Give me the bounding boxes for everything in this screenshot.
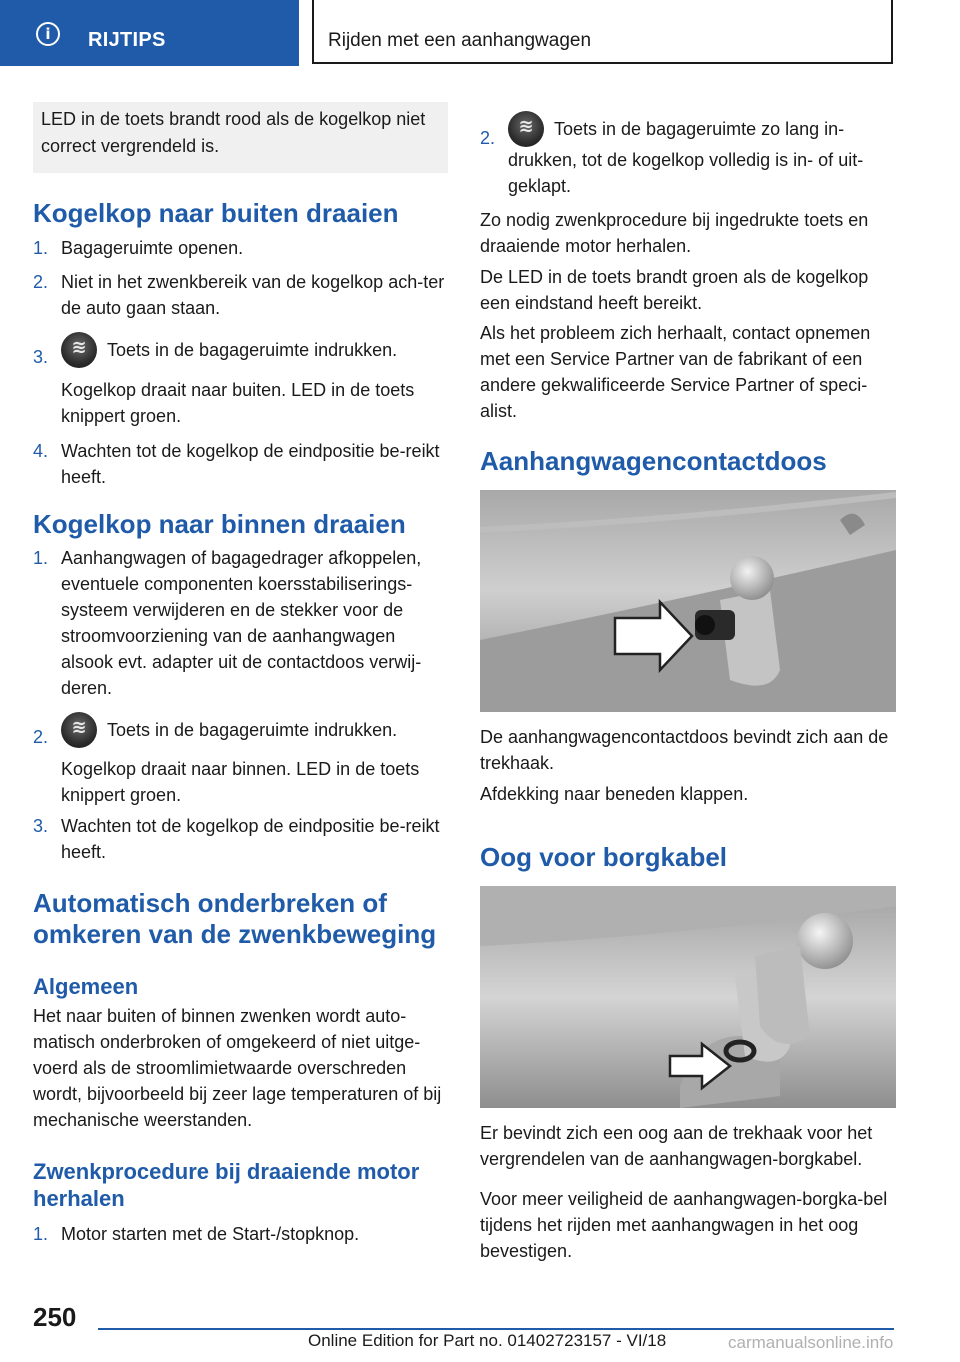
section-label: RIJTIPS: [88, 29, 166, 51]
note-text: LED in de toets brandt rood als de kogelkop niet correct vergrendeld is.: [41, 109, 426, 156]
step-text: Bagageruimte openen.: [61, 238, 244, 258]
heading-in: Kogelkop naar binnen draaien: [33, 509, 406, 539]
step-number: 2.: [33, 272, 49, 292]
paragraph: Zo nodig zwenkprocedure bij ingedrukte toets en draaiende motor herhalen.: [480, 210, 869, 256]
step-text: Aanhangwagen of bagagedrager afkoppelen, eventuele componenten koersstabiliserings-systeem verwijderen en de stekker voor de stroomvoorziening van de aanhangwagen alsook evt. adapter uit de contactdoos verwij-deren.: [61, 548, 422, 698]
step-text: Toets in de bagageruimte zo lang in-drukken, tot de kogelkop volledig is in- of uit-geklapt.: [508, 119, 864, 196]
heading-repeat: Zwenkprocedure bij draaiende motor herhalen: [33, 1159, 420, 1211]
step-number: 2.: [480, 128, 496, 148]
edition-text: Online Edition for Part no. 01402723157 - VI/18: [308, 1331, 667, 1350]
tow-hook-button-icon: [61, 332, 97, 368]
step-sub-text: Kogelkop draait naar buiten. LED in de toets knippert groen.: [61, 380, 415, 426]
step-text: Toets in de bagageruimte indrukken.: [107, 340, 398, 360]
heading-auto: Automatisch onderbreken of omkeren van de zwenkbeweging: [33, 888, 437, 949]
eye-illustration: [480, 886, 896, 1108]
page-number: 250: [33, 1302, 77, 1332]
footer-divider: [98, 1328, 894, 1330]
eye-photo: [480, 886, 896, 1108]
note-box: [33, 102, 448, 173]
header-section-tab: [0, 0, 299, 66]
step-number: 3.: [33, 347, 49, 367]
step-number: 4.: [33, 441, 49, 461]
tow-hook-button-icon: [61, 712, 97, 748]
socket-illustration: [480, 490, 896, 712]
step-text: Toets in de bagageruimte indrukken.: [107, 720, 398, 740]
paragraph: De aanhangwagencontactdoos bevindt zich aan de trekhaak.: [480, 727, 889, 773]
step-text: Niet in het zwenkbereik van de kogelkop ach-ter de auto gaan staan.: [61, 272, 445, 318]
step-number: 3.: [33, 816, 49, 836]
chapter-title: Rijden met een aanhangwagen: [328, 30, 592, 51]
step-text: Motor starten met de Start-/stopknop.: [61, 1224, 360, 1244]
step-number: 1.: [33, 238, 49, 258]
step-text: Wachten tot de kogelkop de eindpositie be-reikt heeft.: [61, 441, 440, 487]
step-sub-text: Kogelkop draait naar binnen. LED in de toets knippert groen.: [61, 759, 420, 805]
header-chapter-box: [312, 0, 893, 64]
tow-hook-button-icon: [508, 111, 544, 147]
paragraph: Voor meer veiligheid de aanhangwagen-borgka-bel tijdens het rijden met aanhangwagen in het oog bevestigen.: [480, 1189, 888, 1261]
heading-out: Kogelkop naar buiten draaien: [33, 198, 399, 228]
watermark: carmanualsonline.info: [728, 1333, 894, 1352]
step-number: 1.: [33, 548, 49, 568]
heading-general: Algemeen: [33, 974, 139, 999]
heading-socket: Aanhangwagencontactdoos: [480, 446, 827, 476]
heading-eye: Oog voor borgkabel: [480, 842, 728, 872]
paragraph-general: Het naar buiten of binnen zwenken wordt auto-matisch onderbroken of omgekeerd of niet uitge-voerd als de stroomlimietwaarde overschreden wordt, bijvoorbeeld bij zeer lage temperaturen of bij mechanische weerstanden.: [33, 1006, 442, 1130]
step-number: 2.: [33, 727, 49, 747]
paragraph: Er bevindt zich een oog aan de trekhaak voor het vergrendelen van de aanhangwagen-borgkabel.: [480, 1123, 873, 1169]
paragraph: Afdekking naar beneden klappen.: [480, 784, 749, 804]
info-icon: i: [36, 22, 60, 46]
socket-photo: [480, 490, 896, 712]
step-text: Wachten tot de kogelkop de eindpositie be-reikt heeft.: [61, 816, 440, 862]
paragraph: Als het probleem zich herhaalt, contact opnemen met een Service Partner van de fabrikant of een andere gekwalificeerde Service Partner of speci-alist.: [480, 323, 871, 421]
step-number: 1.: [33, 1224, 49, 1244]
paragraph: De LED in de toets brandt groen als de kogelkop een eindstand heeft bereikt.: [480, 267, 869, 313]
